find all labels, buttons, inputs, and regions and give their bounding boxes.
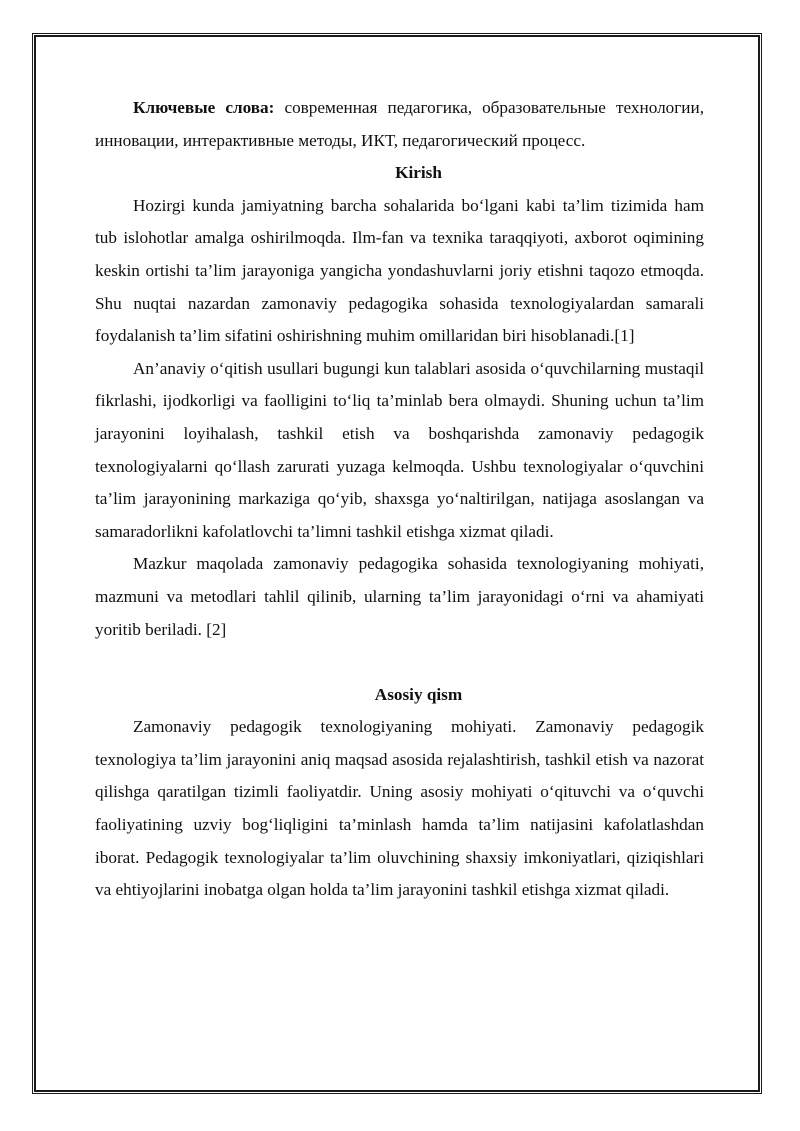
- intro-paragraph: An’anaviy o‘qitish usullari bugungi kun talablari asosida o‘quvchilarning mustaqil fikrlashi, ijodkorligi va faolligini to‘liq ta’minlab bera olmaydi. Shuning uchun ta’lim jarayonini loyihalash, tashkil etish va boshqarishda zamonaviy pedagogik texnologiyalarni qo‘llash zarurati yuzaga kelmoqda. Ushbu texnologiyalar o‘quvchini ta’lim jarayonining markaziga qo‘yib, shaxsga yo‘naltirilgan, natijaga asoslangan va samaradorlikni kafolatlovchi ta’limni tashkil etishga xizmat qiladi.: [95, 358, 704, 541]
- section-spacer: [95, 646, 704, 679]
- section-heading-intro: Kirish: [395, 163, 442, 183]
- keywords-label: Ключевые слова:: [133, 98, 275, 117]
- main-paragraph: Zamonaviy pedagogik texnologiyaning mohiyati. Zamonaviy pedagogik texnologiya ta’lim jarayonini aniq maqsad asosida rejalashtirish, tashkil etish va nazorat qilishga qaratilgan tizimli faoliyatdir. Uning asosiy mohiyati o‘qituvchi va o‘quvchi faoliyatining uzviy bog‘liqligini ta’minlash hamda ta’lim natijasini kafolatlashdan iborat. Pedagogik texnologiyalar ta’lim oluvchining shaxsiy imkoniyatlari, qiziqishlari va ehtiyojlarini inobatga olgan holda ta’lim jarayonini tashkil etishga xizmat qiladi.: [95, 717, 704, 900]
- keywords-paragraph: [95, 92, 704, 157]
- keywords-text: современная педагогика, образовательные технологии, инновации, интерактивные методы, ИКТ, педагогический процесс.: [95, 98, 705, 150]
- document-body: [95, 92, 704, 907]
- section-heading-main: Asosiy qism: [374, 684, 463, 704]
- intro-paragraph: Mazkur maqolada zamonaviy pedagogika sohasida texnologiyaning mohiyati, mazmuni va metodlari tahlil qilinib, ularning ta’lim jarayonidagi o‘rni va ahamiyati yoritib beriladi. [2]: [95, 554, 704, 639]
- intro-paragraph: Hozirgi kunda jamiyatning barcha sohalarida bo‘lgani kabi ta’lim tizimida ham tub islohotlar amalga oshirilmoqda. Ilm-fan va texnika taraqqiyoti, axborot oqimining keskin ortishi ta’lim jarayoniga yangicha yondashuvlarni joriy etishni taqozo etmoqda. Shu nuqtai nazardan zamonaviy pedagogika sohasida texnologiyalardan samarali foydalanish ta’lim sifatini oshirishning muhim omillaridan biri hisoblanadi.[1]: [95, 195, 704, 346]
